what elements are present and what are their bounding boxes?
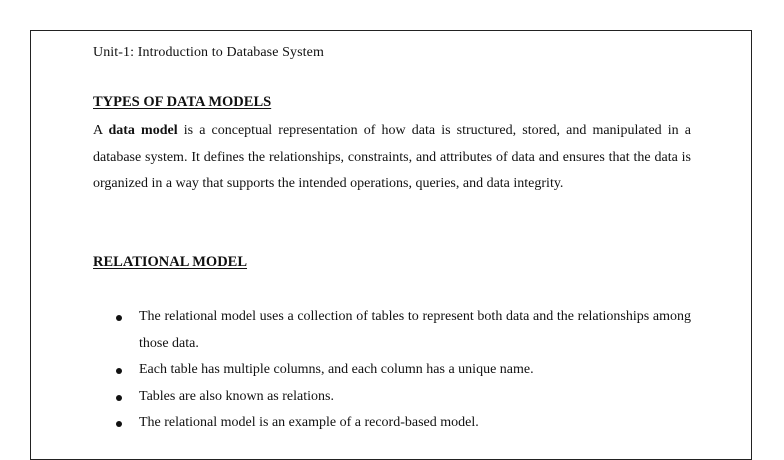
- bullet-text: Each table has multiple columns, and each column has a unique name.: [139, 362, 534, 377]
- bullet-icon: [116, 315, 122, 321]
- document-page: [30, 30, 752, 460]
- paragraph-lead: A: [93, 123, 109, 138]
- bullet-icon: [116, 395, 122, 401]
- bullet-text: Tables are also known as relations.: [139, 388, 334, 404]
- paragraph-body: is a conceptual representation of how data is structured, stored, and manipulated in a database system. It defines the relationships, constraints, and attributes of data and ensures that the data is organized in a way that supports the intended operations, queries, and data integrity.: [93, 123, 692, 191]
- bullet-text: The relational model is an example of a record-based model.: [139, 415, 479, 430]
- bullet-text: The relational model uses a collection of tables to represent both data and the relationships among those data.: [139, 309, 691, 351]
- section-heading-types-of-data-models: TYPES OF DATA MODELS: [93, 94, 272, 110]
- list-item: [93, 357, 691, 384]
- unit-header: Unit-1: Introduction to Database System: [93, 45, 324, 60]
- section-heading-relational-model: RELATIONAL MODEL: [93, 254, 248, 270]
- list-item: [93, 304, 691, 357]
- relational-model-bullet-list: [93, 304, 691, 437]
- paragraph-bold-term: data model: [108, 123, 178, 138]
- data-model-paragraph: [93, 118, 691, 198]
- bullet-icon: [116, 368, 122, 374]
- list-item: [93, 410, 691, 437]
- bullet-icon: [116, 421, 122, 427]
- list-item: [93, 384, 691, 411]
